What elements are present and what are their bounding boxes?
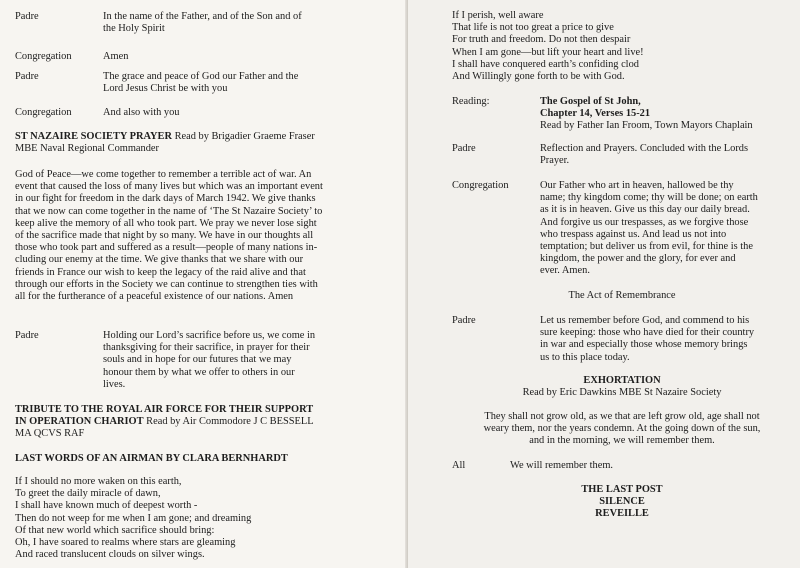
poem-line: That life is not too great a price to give [452,22,614,34]
response-text: Amen [103,51,129,62]
reading-title: The Gospel of St John, [540,96,641,107]
prayer-line: all for the furtherance of a peaceful existence of our nations. Amen [15,291,294,303]
silence: SILENCE [599,496,645,508]
speaker-label: Congregation [15,51,72,62]
poem-left [15,476,251,561]
prayer-reader: Read by Brigadier Graeme Fraser [171,131,315,142]
remembrance-heading: The Act of Remembrance [568,290,676,301]
poem-line: When I am gone—but lift your heart and live! [452,46,644,58]
prayer-title: ST NAZAIRE SOCIETY PRAYER [15,131,172,142]
prayer-line: those who took part and suffered as a result—people of many nations in- [15,242,318,254]
exhortation-text: They shall not grow old, as we that are left grow old, age shall not weary them, nor the years condemn. At the going down of the sun, and in the morning, we will remember them. [483,411,761,447]
response-text: Holding our Lord’s sacrifice before us, we come in thanksgiving for their sacrifice, in prayer for their souls and in hope for our futures that we may honour them by what we offer to others in our lives. [103,330,316,390]
prayer-body [15,169,323,303]
response-text: The grace and peace of God our Father and the Lord Jesus Christ be with you [103,71,299,95]
speaker-label: Padre [15,11,39,22]
speaker-label: Congregation [15,107,72,118]
prayer-line: that we now can come together in the name of ‘The St Nazaire Society’ to [15,205,323,217]
raf-reader: Read by Air Commodore J C BESSELL [143,416,314,428]
prayer-line: keep alive the memory of all who took part. We pray we never lose sight [15,217,317,229]
poem-line: I shall have conquered earth’s confiding clod [452,58,639,70]
right-page [408,0,800,568]
response-text: Reflection and Prayers. Concluded with the Lords Prayer. [540,143,749,167]
response-text: Let us remember before God, and commend to his sure keeping: those who have died for their country in war and especially those whose memory brings us to this place today. [540,315,755,363]
raf-title: TRIBUTE TO THE ROYAL AIR FORCE FOR THEIR SUPPORT [15,404,314,415]
raf-title-2: IN OPERATION CHARIOT [15,416,144,428]
raf-tribute-heading [15,404,314,441]
exhortation-heading: EXHORTATION [583,375,661,386]
prayer-reader-title: MBE Naval Regional Commander [15,143,159,155]
airman-heading: LAST WORDS OF AN AIRMAN BY CLARA BERNHARDT [15,453,288,464]
prayer-line: friends in France our wish to keep the legacy of the raid alive and that [15,266,306,278]
prayer-line: through our efforts in the Society we can continue to strengthen ties with [15,278,318,290]
poem-line: For truth and freedom. Do not then despair [452,34,631,46]
exhortation-reader: Read by Eric Dawkins MBE St Nazaire Society [522,387,722,399]
prayer-line: cluding our enemy at the time. We give thanks that we share with our [15,254,304,266]
reading-details [540,96,753,133]
poem-line: I shall have known much of deepest worth - [15,500,198,512]
speaker-label: Padre [15,330,39,341]
prayer-heading [15,131,315,155]
poem-line: Then do not weep for me when I am gone; and dreaming [15,512,252,524]
speaker-label: Padre [15,71,39,82]
prayer-line: God of Peace—we come together to remember a terrible act of war. An [15,169,312,180]
poem-line: And raced translucent clouds on silver wings. [15,549,205,561]
speaker-label: All [452,460,466,471]
reading-reader: Read by Father Ian Froom, Town Mayors Chaplain [540,120,753,132]
poem-line: Oh, I have soared to realms where stars are gleaming [15,537,236,549]
poem-line: And Willingly gone forth to be with God. [452,71,625,83]
poem-right [452,10,644,83]
exhortation-block [452,375,792,399]
response-text: We will remember them. [510,460,614,471]
prayer-line: of the sacrifice made that night by so many. We have in our thoughts all [15,230,314,242]
raf-reader-title: MA QCVS RAF [15,428,85,440]
closing-block [452,484,792,521]
poem-line: If I should no more waken on this earth, [15,476,182,487]
lords-prayer-text: Our Father who art in heaven, hallowed be thy name; thy kingdom come; thy will be done; on earth as it is in heaven. Give us this day our daily bread. And forgive us our trespasses, as we forgive those who trespass against us. And lead us not into temptation; but deliver us from evil, for thine is the kingdom, the power and the glory, for ever and ever. Amen. [540,180,758,277]
poem-line: Of that new world which sacrifice should bring: [15,524,215,536]
reveille: REVEILLE [595,508,649,520]
response-text: And also with you [103,107,180,118]
speaker-label: Congregation [452,180,509,191]
speaker-label: Padre [452,143,476,154]
poem-line: If I perish, well aware [452,10,544,21]
prayer-line: in our fight for freedom in the dark days of March 1942. We give thanks [15,193,316,205]
response-text: In the name of the Father, and of the Son and of the Holy Spirit [103,11,302,35]
poem-line: To greet the daily miracle of dawn, [15,488,161,500]
reading-chapter: Chapter 14, Verses 15-21 [540,108,651,120]
speaker-label: Padre [452,315,476,326]
last-post: THE LAST POST [581,484,663,495]
prayer-line: event that caused the loss of many lives but which was an important event [15,181,323,193]
reading-label: Reading: [452,96,490,107]
